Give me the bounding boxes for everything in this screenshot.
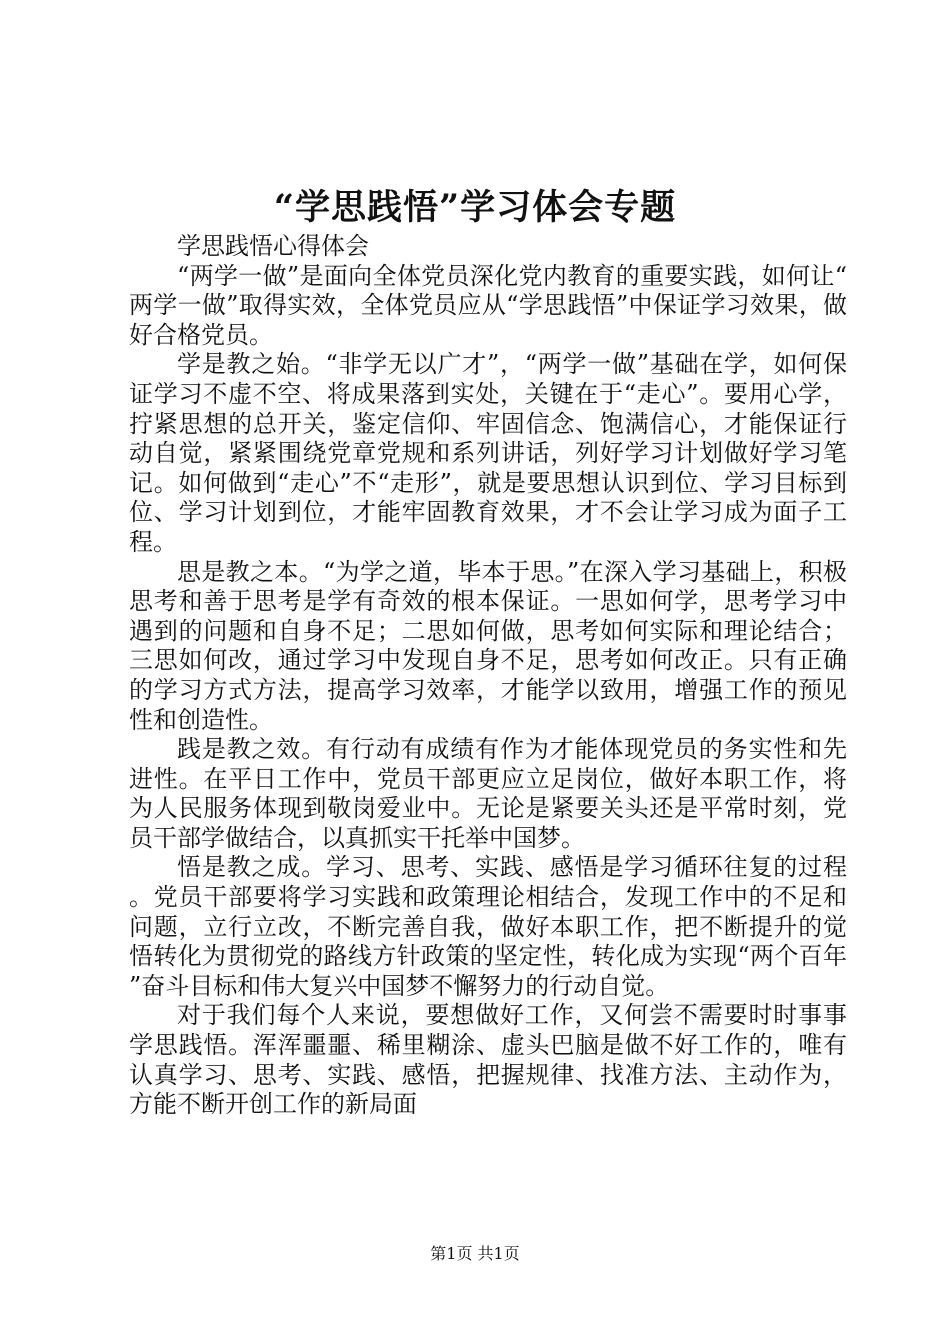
paragraph: 思是教之本。“为学之道，毕本于思。”在深入学习基础上，积极思考和善于思考是学有奇效的根本保证。一思如何学，思考学习中遇到的问题和自身不足；二思如何做，思考如何实际和理论结合；三思如何改，通过学习中发现自身不足，思考如何改正。只有正确的学习方式方法，提高学习效率，才能学以致用，增强工作的预见性和创造性。 (129, 557, 847, 734)
document-body (129, 232, 847, 1120)
paragraph: 践是教之效。有行动有成绩有作为才能体现党员的务实性和先进性。在平日工作中，党员干部更应立足岗位，做好本职工作，将为人民服务体现到敬岗爱业中。无论是紧要关头还是平常时刻，党员干部学做结合，以真抓实干托举中国梦。 (129, 735, 847, 852)
paragraph: 对于我们每个人来说，要想做好工作，又何尝不需要时时事事学思践悟。浑浑噩噩、稀里糊涂、虚头巴脑是做不好工作的，唯有认真学习、思考、实践、感悟，把握规律、找准方法、主动作为，方能不断开创工作的新局面 (129, 1001, 847, 1119)
document-title: “学思践悟”学习体会专题 (273, 187, 677, 228)
paragraph: “两学一做”是面向全体党员深化党内教育的重要实践，如何让“两学一做”取得实效，全体党员应从“学思践悟”中保证学习效果，做好合格党员。 (129, 261, 847, 349)
page-footer: 第1页 共1页 (430, 1244, 520, 1263)
paragraph-subtitle: 学思践悟心得体会 (177, 232, 369, 260)
paragraph: 悟是教之成。学习、思考、实践、感悟是学习循环往复的过程。党员干部要将学习实践和政策理论相结合，发现工作中的不足和问题，立行立改，不断完善自我，做好本职工作，把不断提升的觉悟转化为贯彻党的路线方针政策的坚定性，转化成为实现“两个百年”奋斗目标和伟大复兴中国梦不懈努力的行动自觉。 (129, 853, 847, 1000)
paragraph: 学是教之始。“非学无以广才”，“两学一做”基础在学，如何保证学习不虚不空、将成果落到实处，关键在于“走心”。要用心学，拧紧思想的总开关，鉴定信仰、牢固信念、饱满信心，才能保证行动自觉，紧紧围绕党章党规和系列讲话，列好学习计划做好学习笔记。如何做到“走心”不“走形”，就是要思想认识到位、学习目标到位、学习计划到位，才能牢固教育效果，才不会让学习成为面子工程。 (129, 350, 847, 556)
